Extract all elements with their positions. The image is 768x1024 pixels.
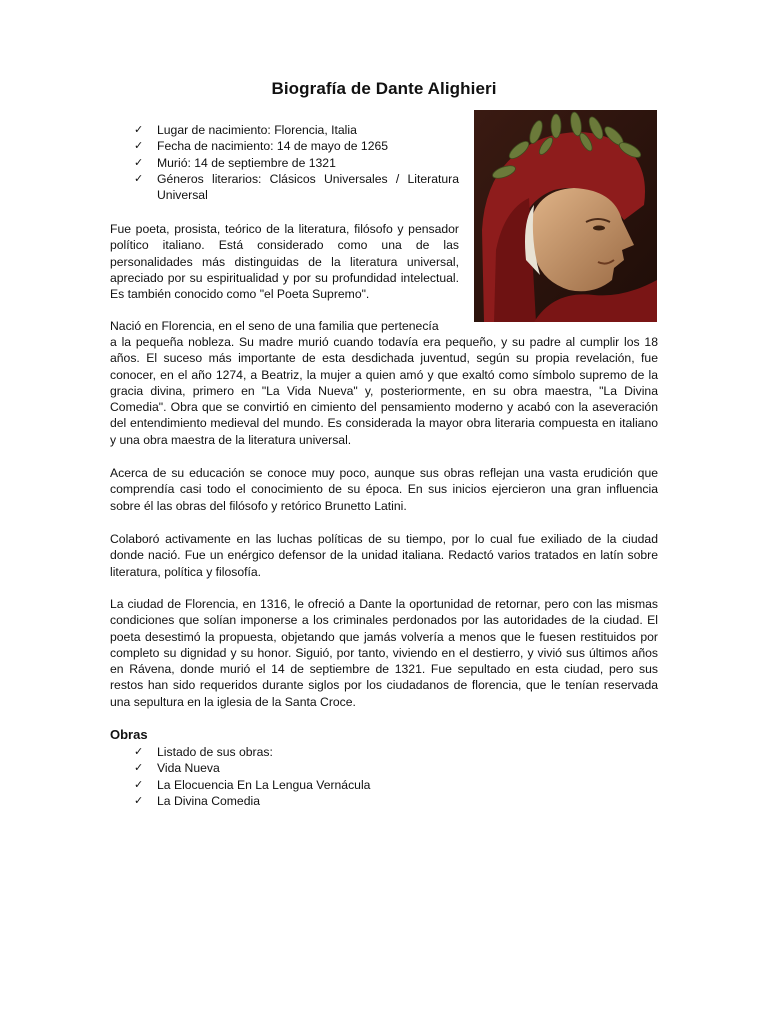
list-item: ✓ La Elocuencia En La Lengua Vernácula	[134, 777, 371, 792]
check-icon: ✓	[134, 777, 144, 791]
portrait-illustration	[474, 110, 657, 322]
list-item: ✓ La Divina Comedia	[134, 793, 260, 808]
paragraph-birth-start: Nació en Florencia, en el seno de una familia que pertenecía	[110, 319, 439, 333]
paragraph-intro: Fue poeta, prosista, teórico de la literatura, filósofo y pensador político italiano. Está considerado como una de las personalidades más distinguidas de la literatura universal, apreciado por su espiritualidad y por su profundidad intelectual. Es también conocido como "el Poeta Supremo".	[110, 222, 459, 302]
works-list	[134, 744, 454, 809]
check-icon: ✓	[134, 155, 144, 169]
check-icon: ✓	[134, 139, 144, 153]
check-icon: ✓	[134, 793, 144, 807]
list-item: ✓ Géneros literarios: Clásicos Universales / Literatura Universal	[134, 171, 459, 203]
list-item: ✓ Murió: 14 de septiembre de 1321	[134, 155, 336, 170]
check-icon: ✓	[134, 761, 144, 775]
paragraph-politics: Colaboró activamente en las luchas políticas de su tiempo, por lo cual fue exiliado de la ciudad donde nació. Fue un enérgico defensor de la unidad italiana. Redactó varios tratados en latín sobre literatura, política y filosofía.	[110, 532, 658, 579]
paragraph-education: Acerca de su educación se conoce muy poco, aunque sus obras reflejan una vasta erudición que comprendía casi todo el conocimiento de su época. En sus inicios ejercieron una gran influencia sobre él las obras del filósofo y retórico Brunetto Latini.	[110, 466, 658, 513]
obras-heading: Obras	[110, 727, 148, 742]
paragraph-birth: a la pequeña nobleza. Su madre murió cuando todavía era pequeño, y su padre al cumplir los 18 años. El suceso más importante de esta desdichada juventud, según su propia revelación, fue conocer, en el año 1274, a Beatriz, la mujer a quien amó y que exaltó como símbolo supremo de la gracia divina, primero en "La Vida Nueva" y, posteriormente, en su obra maestra, "La Divina Comedia". Obra que se convirtió en cimiento del pensamiento moderno y acabó con la aseveración del entendimiento medieval del mundo. Es considerada la mayor obra literaria compuesta en italiano y una obra maestra de la literatura universal.	[110, 335, 658, 447]
check-icon: ✓	[134, 745, 144, 758]
list-item: ✓ Lugar de nacimiento: Florencia, Italia	[134, 123, 357, 137]
facts-list	[134, 122, 459, 203]
paragraph-exile: La ciudad de Florencia, en 1316, le ofreció a Dante la oportunidad de retornar, pero con las mismas condiciones que solían imponerse a los criminales perdonados por las autoridades de la ciudad. El poeta desestimó la propuesta, objetando que jamás volvería a menos que le fuesen restituidos por completo su dignidad y su honor. Siguió, por tanto, viviendo en el destierro, y vivió sus últimos años en Rávena, donde murió el 14 de septiembre de 1321. Fue sepultado en esta ciudad, pero sus restos han sido requeridos durante siglos por los ciudadanos de florencia, que le tenían reservada una sepultura en la iglesia de la Santa Croce.	[110, 597, 658, 709]
list-item: ✓ Listado de sus obras:	[134, 745, 273, 759]
list-item: ✓ Vida Nueva	[134, 761, 220, 776]
list-item: ✓ Fecha de nacimiento: 14 de mayo de 1265	[134, 139, 389, 154]
dante-portrait	[474, 110, 657, 322]
document-title: Biografía de Dante Alighieri	[271, 79, 497, 98]
check-icon: ✓	[134, 171, 144, 185]
check-icon: ✓	[134, 123, 144, 136]
